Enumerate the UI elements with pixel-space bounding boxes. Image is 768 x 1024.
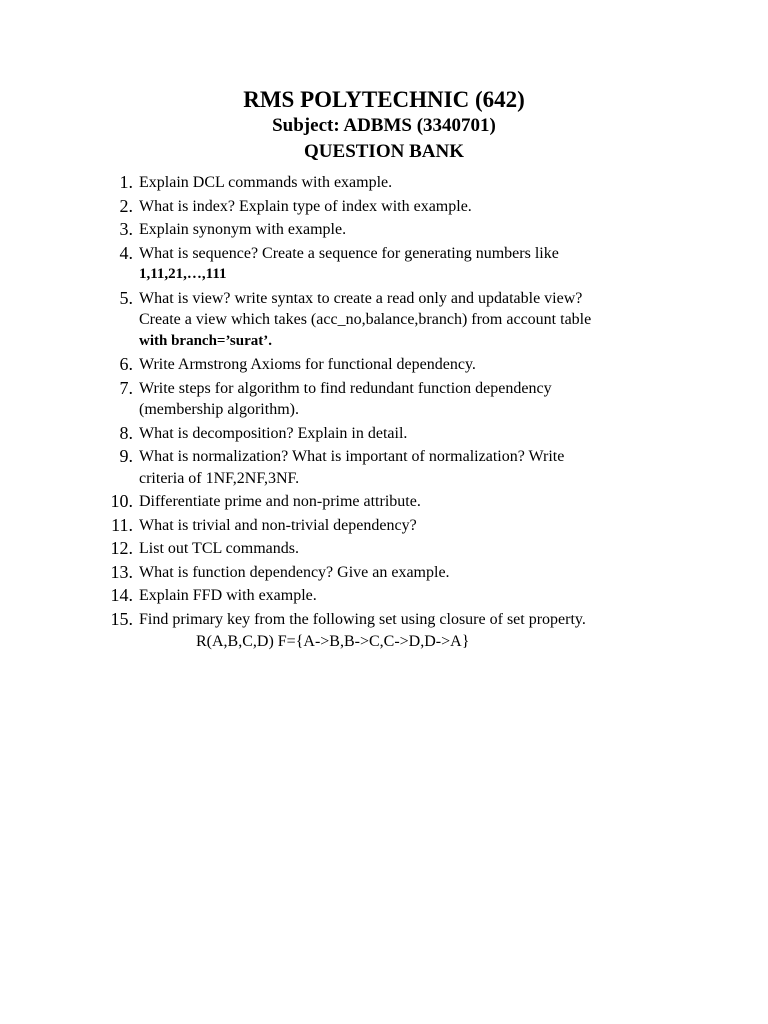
question-text-sequence: 1,11,21,…,111 xyxy=(139,266,227,282)
question-number: 6. xyxy=(119,354,133,374)
question-text: criteria of 1NF,2NF,3NF. xyxy=(139,469,300,487)
question-text: (membership algorithm). xyxy=(139,401,299,418)
question-text: Explain DCL commands with example. xyxy=(139,174,393,191)
question-text: What is function dependency? Give an example. xyxy=(139,563,450,581)
question-item xyxy=(0,219,768,241)
question-text: What is trivial and non-trivial dependency? xyxy=(139,516,417,534)
question-number: 7. xyxy=(119,377,133,398)
question-number: 12. xyxy=(110,538,133,558)
question-item xyxy=(0,354,768,376)
question-number: 10. xyxy=(110,491,133,511)
question-text: Write Armstrong Axioms for functional dependency. xyxy=(139,356,476,373)
question-number: 3. xyxy=(119,219,133,239)
question-number: 2. xyxy=(119,195,133,216)
question-number: 11. xyxy=(111,514,133,535)
question-item xyxy=(0,172,768,194)
question-item xyxy=(0,446,768,489)
question-number: 4. xyxy=(119,242,133,263)
question-item xyxy=(0,288,768,353)
question-text: Explain synonym with example. xyxy=(139,221,347,238)
question-text: Differentiate prime and non-prime attribute. xyxy=(139,493,421,510)
question-bank-title: QUESTION BANK xyxy=(304,141,464,162)
question-list xyxy=(0,172,768,632)
question-number: 14. xyxy=(110,585,133,605)
question-text: What is index? Explain type of index with example. xyxy=(139,197,472,215)
question-item xyxy=(0,196,768,218)
institution-title: RMS POLYTECHNIC (642) xyxy=(243,87,525,112)
question-number: 1. xyxy=(119,172,133,192)
question-number: 9. xyxy=(119,446,133,466)
question-text: Write steps for algorithm to find redundant function dependency xyxy=(139,379,552,397)
question-text: What is view? write syntax to create a read only and updatable view? xyxy=(139,289,583,307)
question-item xyxy=(0,423,768,445)
question-number: 8. xyxy=(119,422,133,443)
question-text-condition: with branch=’surat’. xyxy=(139,332,272,349)
question-text: Explain FFD with example. xyxy=(139,587,317,604)
question-text: What is decomposition? Explain in detail. xyxy=(139,424,408,442)
question-item xyxy=(0,585,768,607)
question-text: Create a view which takes (acc_no,balance,branch) from account table xyxy=(139,311,592,328)
question-number: 13. xyxy=(110,561,133,582)
question-item xyxy=(0,243,768,286)
question-item xyxy=(0,609,768,631)
question-text: Find primary key from the following set using closure of set property. xyxy=(139,610,586,628)
relation-schema: R(A,B,C,D) F={A->B,B->C,C->D,D->A} xyxy=(196,633,470,650)
question-item xyxy=(0,538,768,560)
question-text: List out TCL commands. xyxy=(139,540,299,557)
question-text: What is normalization? What is important of normalization? Write xyxy=(139,448,565,465)
question-text: What is sequence? Create a sequence for generating numbers like xyxy=(139,244,559,262)
question-number: 15. xyxy=(110,608,133,629)
question-item xyxy=(0,515,768,537)
subject-title: Subject: ADBMS (3340701) xyxy=(272,115,496,136)
question-item xyxy=(0,491,768,513)
question-item xyxy=(0,562,768,584)
question-number: 5. xyxy=(119,287,133,308)
question-item xyxy=(0,378,768,421)
